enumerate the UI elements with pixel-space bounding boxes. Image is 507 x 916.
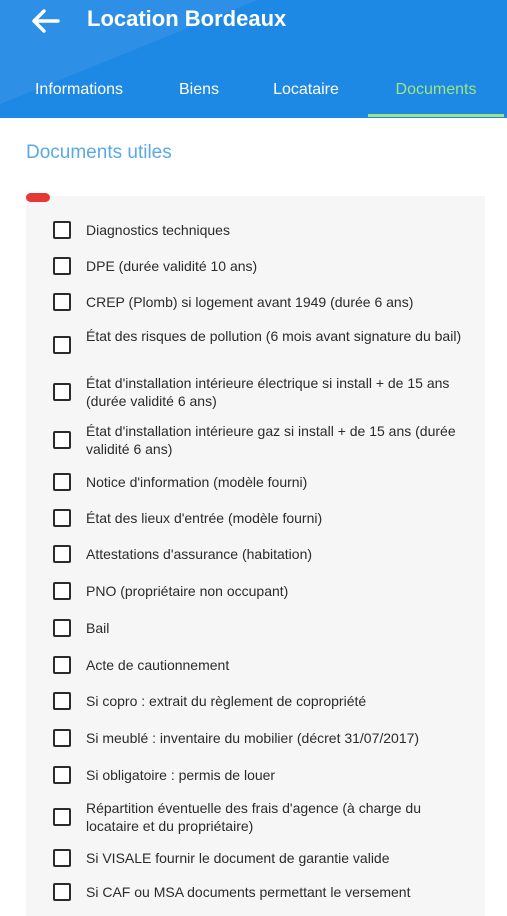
checklist-item[interactable] [26, 534, 485, 574]
checkbox[interactable] [53, 545, 71, 563]
checklist-item-label: Si meublé : inventaire du mobilier (décret 31/07/2017) [86, 730, 420, 746]
checklist-item[interactable] [26, 872, 485, 912]
checklist-item[interactable] [26, 645, 485, 685]
checklist-item-label: Si obligatoire : permis de louer [86, 767, 276, 783]
checklist-item[interactable] [26, 462, 485, 502]
checklist-item[interactable] [26, 608, 485, 648]
checkbox[interactable] [53, 849, 71, 867]
checklist-item-label: État des lieux d'entrée (modèle fourni) [86, 510, 323, 526]
checkbox[interactable] [53, 692, 71, 710]
checkbox[interactable] [53, 656, 71, 674]
checklist-item[interactable] [26, 681, 485, 721]
checkbox[interactable] [53, 766, 71, 784]
checklist-item-label: Si copro : extrait du règlement de copropriété [86, 693, 367, 709]
checklist-item-label: Notice d'information (modèle fourni) [86, 474, 308, 490]
checkbox[interactable] [53, 431, 71, 449]
checklist-item-label: Si CAF ou MSA documents permettant le versement [86, 884, 411, 900]
checklist-item[interactable] [26, 246, 485, 286]
checklist-item[interactable] [26, 210, 485, 250]
checklist-item-label: Diagnostics techniques [86, 222, 230, 238]
checkbox[interactable] [53, 336, 71, 354]
app-header [0, 0, 507, 118]
page-title: Location Bordeaux [87, 6, 287, 31]
checkbox[interactable] [53, 473, 71, 491]
checklist-item[interactable] [26, 755, 485, 795]
checklist-item[interactable] [26, 282, 485, 322]
checklist-item[interactable] [26, 498, 485, 538]
checklist-item-label: Attestations d'assurance (habitation) [86, 546, 313, 562]
tab-informations[interactable]: Informations [34, 81, 124, 98]
checklist-item-label: État d'installation intérieure gaz si install + de 15 ans (durée validité 6 ans) [86, 423, 456, 457]
tab-documents[interactable]: Documents [395, 81, 477, 98]
checklist-item-label: PNO (propriétaire non occupant) [86, 583, 289, 599]
checklist-item-label: État des risques de pollution (6 mois avant signature du bail) [86, 328, 462, 344]
checkbox[interactable] [53, 509, 71, 527]
tab-locataire[interactable]: Locataire [273, 81, 339, 98]
checkbox[interactable] [53, 808, 71, 826]
checkbox[interactable] [53, 883, 71, 901]
checklist-item[interactable] [26, 372, 485, 412]
active-tab-indicator [368, 114, 504, 117]
checklist-item[interactable] [26, 325, 485, 365]
checkbox[interactable] [53, 582, 71, 600]
checkbox[interactable] [53, 729, 71, 747]
checklist-item[interactable] [26, 420, 485, 460]
card-marker [26, 193, 50, 202]
checkbox[interactable] [53, 383, 71, 401]
back-button[interactable] [26, 4, 66, 38]
checkbox[interactable] [53, 257, 71, 275]
tab-biens[interactable]: Biens [178, 81, 220, 98]
arrow-left-icon [31, 9, 61, 33]
checklist-item-label: Acte de cautionnement [86, 657, 230, 673]
checklist-item-label: Répartition éventuelle des frais d'agence (à charge du locataire et du propriétaire) [86, 800, 421, 834]
checkbox[interactable] [53, 293, 71, 311]
checklist-item-label: CREP (Plomb) si logement avant 1949 (durée 6 ans) [86, 294, 414, 310]
checklist-item-label: Si VISALE fournir le document de garantie valide [86, 850, 390, 866]
checklist-item-label: DPE (durée validité 10 ans) [86, 258, 258, 274]
checkbox[interactable] [53, 619, 71, 637]
checklist-item-label: État d'installation intérieure électrique si install + de 15 ans (durée validité 6 ans) [86, 375, 450, 409]
checkbox[interactable] [53, 221, 71, 239]
checklist-item[interactable] [26, 571, 485, 611]
checklist-item[interactable] [26, 718, 485, 758]
checklist-item[interactable] [26, 797, 485, 837]
checklist-item-label: Bail [86, 620, 110, 636]
tab-bar [0, 62, 507, 118]
section-title: Documents utiles [26, 142, 172, 163]
